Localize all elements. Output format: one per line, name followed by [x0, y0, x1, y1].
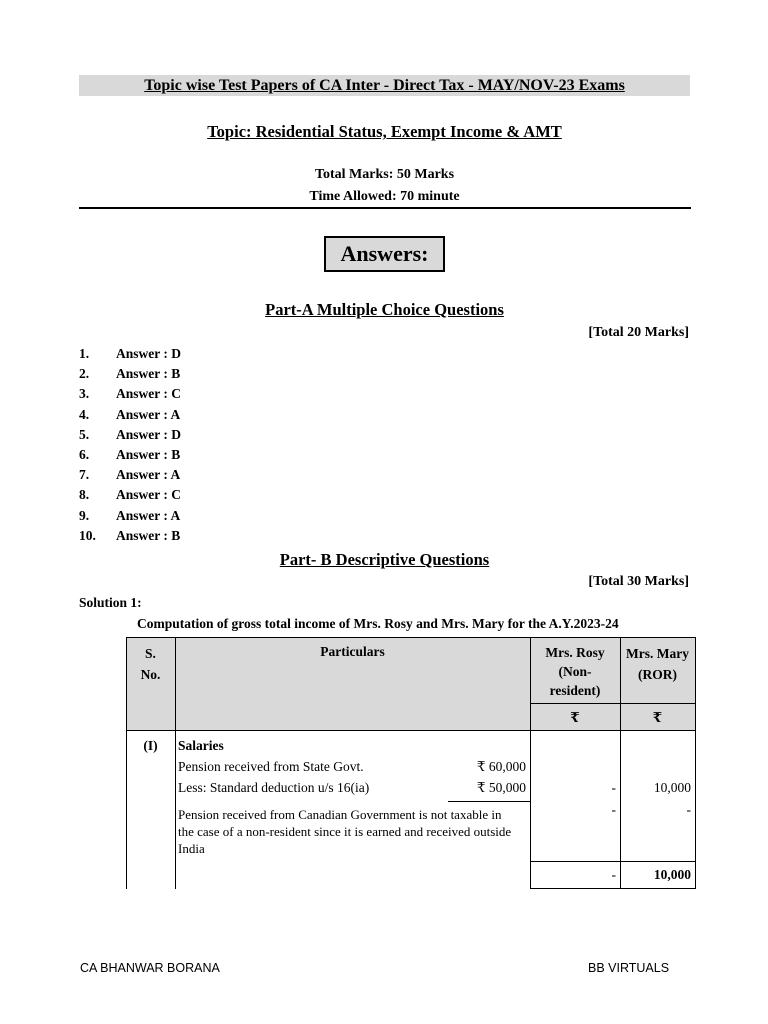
header-sno — [126, 643, 175, 685]
canadian-note-line2: the case of a non-resident since it is earned and received outside — [178, 824, 512, 839]
table-border-top — [126, 637, 696, 638]
answer-number: 6. — [79, 447, 90, 462]
std-deduction-rosy: - — [611, 780, 616, 795]
total-marks: Total Marks: 50 Marks — [314, 167, 455, 182]
header-sno-line1: S. — [145, 646, 156, 661]
answers-heading: Answers: — [324, 236, 445, 272]
header-mary — [620, 643, 695, 685]
answer-text: Answer : C — [116, 487, 181, 503]
answer-text: Answer : D — [116, 426, 181, 442]
answer-number: 7. — [79, 467, 90, 483]
header-particulars: Particulars — [320, 644, 385, 659]
answer-number: 9. — [79, 507, 90, 523]
part-a-total-marks: [Total 20 Marks] — [588, 325, 689, 340]
time-allowed: Time Allowed: 70 minute — [309, 189, 460, 204]
computation-title: Computation of gross total income of Mrs. Rosy and Mrs. Mary for the A.Y.2023-24 — [137, 616, 619, 631]
answer-number: 3. — [79, 386, 90, 402]
header-mary-line2: (ROR) — [638, 667, 677, 682]
currency-rosy: ₹ — [570, 710, 580, 725]
answer-number: 2. — [79, 366, 90, 382]
currency-mary: ₹ — [652, 710, 663, 725]
answer-text: Answer : A — [116, 467, 181, 483]
answer-number: 1. — [79, 346, 90, 361]
part-b-heading: Part- B Descriptive Questions — [279, 550, 490, 569]
header-rosy — [530, 643, 620, 700]
section-title-salaries: Salaries — [178, 738, 224, 753]
answer-text: Answer : A — [116, 406, 181, 422]
answer-number: 5. — [79, 426, 90, 442]
document-title-banner: Topic wise Test Papers of CA Inter - Direct Tax - MAY/NOV-23 Exams — [79, 75, 690, 96]
answer-number: 10. — [79, 527, 96, 543]
row-sno: (I) — [143, 738, 158, 753]
table-subtotal-line — [448, 801, 530, 802]
solution-label: Solution 1: — [79, 595, 142, 610]
header-rosy-line1: Mrs. Rosy — [545, 645, 605, 660]
salaries-total-mary: 10,000 — [653, 867, 691, 882]
canadian-pension-mary: - — [686, 802, 691, 817]
pension-state-label: Pension received from State Govt. — [178, 759, 364, 774]
topic-heading: Topic: Residential Status, Exempt Income & AMT — [207, 122, 562, 141]
pension-state-amount: ₹ 60,000 — [476, 759, 526, 774]
answer-text: Answer : B — [116, 447, 181, 462]
part-b-total-marks: [Total 30 Marks] — [588, 574, 689, 589]
answer-number: 4. — [79, 406, 90, 422]
header-rosy-line3: resident) — [549, 683, 601, 698]
answer-text: Answer : B — [116, 527, 181, 543]
computation-table — [126, 637, 696, 889]
answer-text: Answer : C — [116, 386, 181, 402]
table-border-total-bottom — [530, 888, 696, 889]
canadian-pension-rosy: - — [611, 802, 616, 817]
answer-text: Answer : A — [116, 507, 181, 523]
table-border-right — [695, 637, 696, 889]
part-a-heading: Part-A Multiple Choice Questions — [265, 300, 504, 319]
canadian-pension-note — [178, 806, 528, 857]
footer-brand: BB VIRTUALS — [588, 961, 670, 975]
canadian-note-line3: India — [178, 841, 205, 856]
answer-number: 8. — [79, 487, 90, 503]
table-border-sno — [175, 637, 176, 889]
header-mary-line1: Mrs. Mary — [626, 646, 689, 661]
std-deduction-mary: 10,000 — [653, 780, 691, 795]
salaries-total-rosy: - — [611, 867, 616, 882]
header-rosy-line2: (Non- — [558, 664, 592, 679]
footer-author: CA BHANWAR BORANA — [80, 961, 220, 975]
answer-text: Answer : B — [116, 366, 181, 382]
table-border-total-top — [530, 861, 696, 862]
canadian-note-line1: Pension received from Canadian Government is not taxable in — [178, 807, 502, 822]
std-deduction-amount: ₹ 50,000 — [476, 780, 526, 795]
header-sno-line2: No. — [140, 667, 161, 682]
table-border-currency — [530, 703, 696, 704]
header-divider — [79, 207, 691, 209]
table-border-header-bottom — [126, 730, 696, 731]
answer-text: Answer : D — [116, 346, 181, 361]
std-deduction-label: Less: Standard deduction u/s 16(ia) — [178, 780, 370, 795]
